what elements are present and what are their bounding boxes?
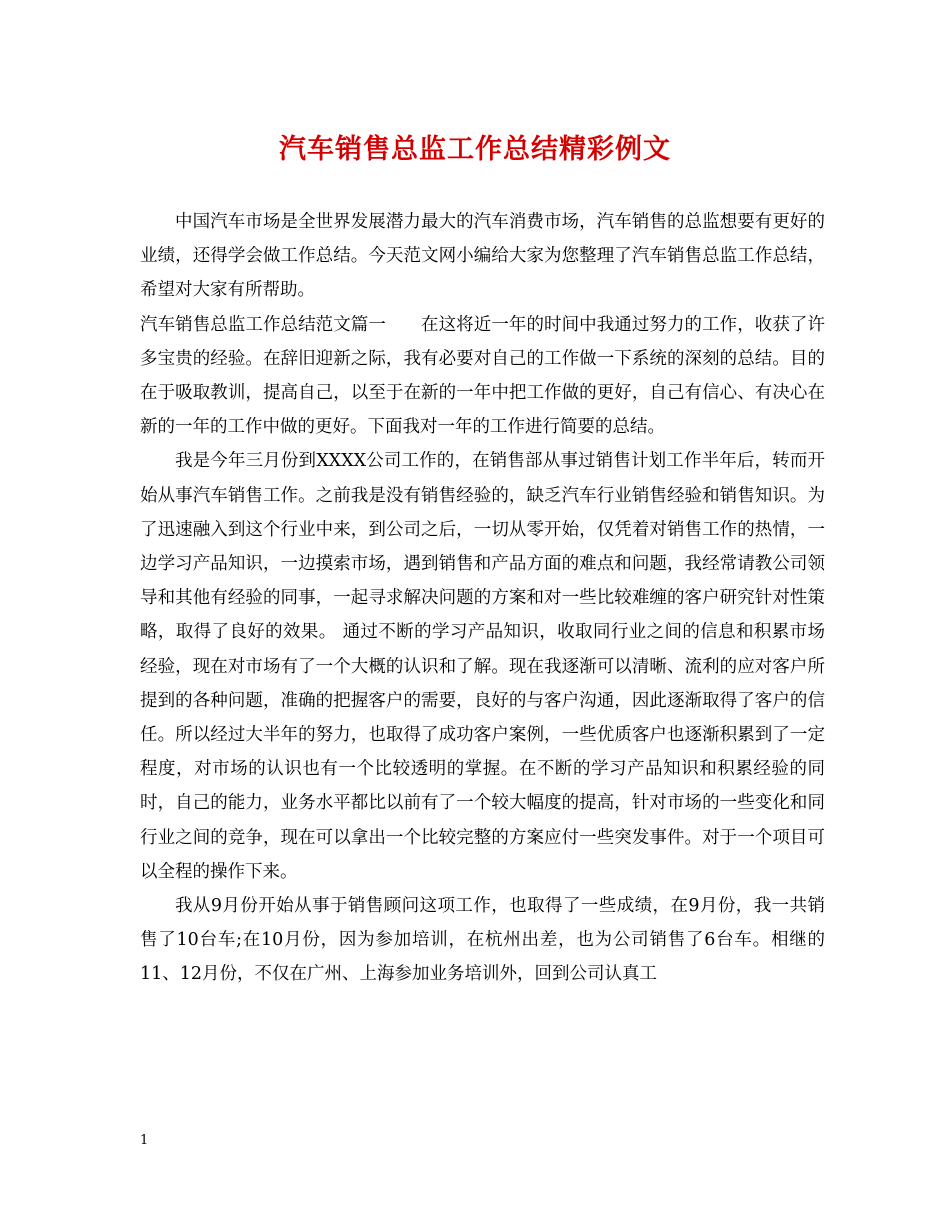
document-body [140, 205, 825, 992]
document-title: 汽车销售总监工作总结精彩例文 [279, 134, 671, 165]
section-one-paragraph: 汽车销售总监工作总结范文篇一 在这将近一年的时间中我通过努力的工作，收获了许多宝贵的经验。在辞旧迎新之际，我有必要对自己的工作做一下系统的深刻的总结。目的在于吸取教训，提高自己，以至于在新的一年中把工作做的更好，自己有信心、有决心在新的一年的工作中做的更好。下面我对一年的工作进行简要的总结。 [140, 314, 825, 438]
results-paragraph: 我从9月份开始从事于销售顾问这项工作，也取得了一些成绩，在9月份，我一共销售了10台车;在10月份，因为参加培训，在杭州出差，也为公司销售了6台车。相继的11、12月份，不仅在广州、上海参加业务培训外，回到公司认真工 [140, 896, 825, 985]
experience-paragraph: 我是今年三月份到XXXX公司工作的，在销售部从事过销售计划工作半年后，转而开始从事汽车销售工作。之前我是没有销售经验的，缺乏汽车行业销售经验和销售知识。为了迅速融入到这个行业中来，到公司之后，一切从零开始，仅凭着对销售工作的热情，一边学习产品知识，一边摸索市场，遇到销售和产品方面的难点和问题，我经常请教公司领导和其他有经验的同事，一起寻求解决问题的方案和对一些比较难缠的客户研究针对性策略，取得了良好的效果。 通过不断的学习产品知识，收取同行业之间的信息和积累市场经验，现在对市场有了一个大概的认识和了解。现在我逐渐可以清晰、流利的应对客户所提到的各种问题，准确的把握客户的需要，良好的与客户沟通，因此逐渐取得了客户的信任。所以经过大半年的努力，也取得了成功客户案例，一些优质客户也逐渐积累到了一定程度，对市场的认识也有一个比较透明的掌握。在不断的学习产品知识和积累经验的同时，自己的能力，业务水平都比以前有了一个较大幅度的提高，针对市场的一些变化和同行业之间的竞争，现在可以拿出一个比较完整的方案应付一些突发事件。对于一个项目可以全程的操作下来。 [140, 451, 825, 882]
page-number: 1 [140, 1133, 149, 1148]
intro-paragraph: 中国汽车市场是全世界发展潜力最大的汽车消费市场，汽车销售的总监想要有更好的业绩，还得学会做工作总结。今天范文网小编给大家为您整理了汽车销售总监工作总结，希望对大家有所帮助。 [140, 212, 825, 301]
